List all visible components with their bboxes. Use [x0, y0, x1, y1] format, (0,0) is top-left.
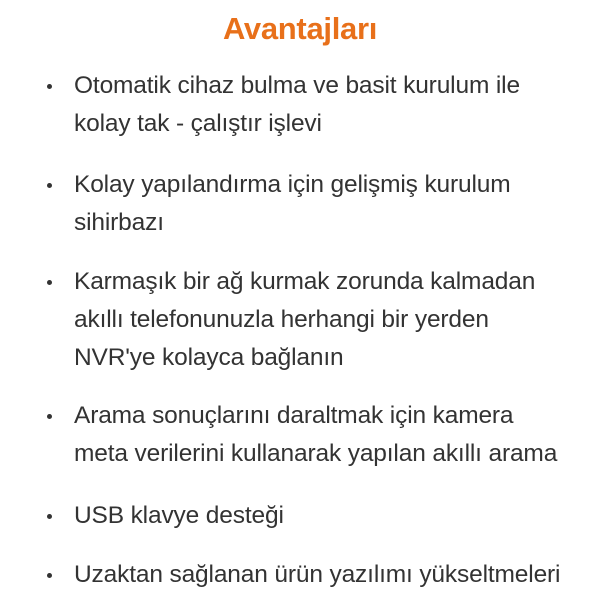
bullet-icon — [47, 514, 52, 519]
list-item-line: Kolay yapılandırma için gelişmiş kurulum — [74, 171, 511, 198]
list-item-line: Uzaktan sağlanan ürün yazılımı yükseltmeleri — [74, 561, 561, 588]
list-item-line: NVR'ye kolayca bağlanın — [74, 344, 344, 371]
list-item-line: Arama sonuçlarını daraltmak için kamera — [74, 402, 514, 429]
list-item-text — [74, 166, 594, 242]
list-item-text — [74, 556, 594, 594]
list-item-text — [74, 263, 594, 377]
bullet-icon — [47, 280, 52, 285]
list-item-line: USB klavye desteği — [74, 502, 284, 529]
bullet-icon — [47, 414, 52, 419]
list-item-line: Otomatik cihaz bulma ve basit kurulum ile — [74, 72, 520, 99]
bullet-icon — [47, 84, 52, 89]
list-item-text — [74, 67, 594, 143]
list-item-line: kolay tak - çalıştır işlevi — [74, 110, 322, 137]
list-item-line: akıllı telefonunuzla herhangi bir yerden — [74, 306, 489, 333]
list-item-line: meta verilerini kullanarak yapılan akıllı arama — [74, 440, 558, 467]
bullet-icon — [47, 573, 52, 578]
list-item-text — [74, 497, 594, 535]
bullet-icon — [47, 183, 52, 188]
list-item-line: sihirbazı — [74, 209, 164, 236]
list-item-text — [74, 397, 594, 473]
page-title: Avantajları — [222, 11, 378, 46]
list-item-line: Karmaşık bir ağ kurmak zorunda kalmadan — [74, 268, 536, 295]
